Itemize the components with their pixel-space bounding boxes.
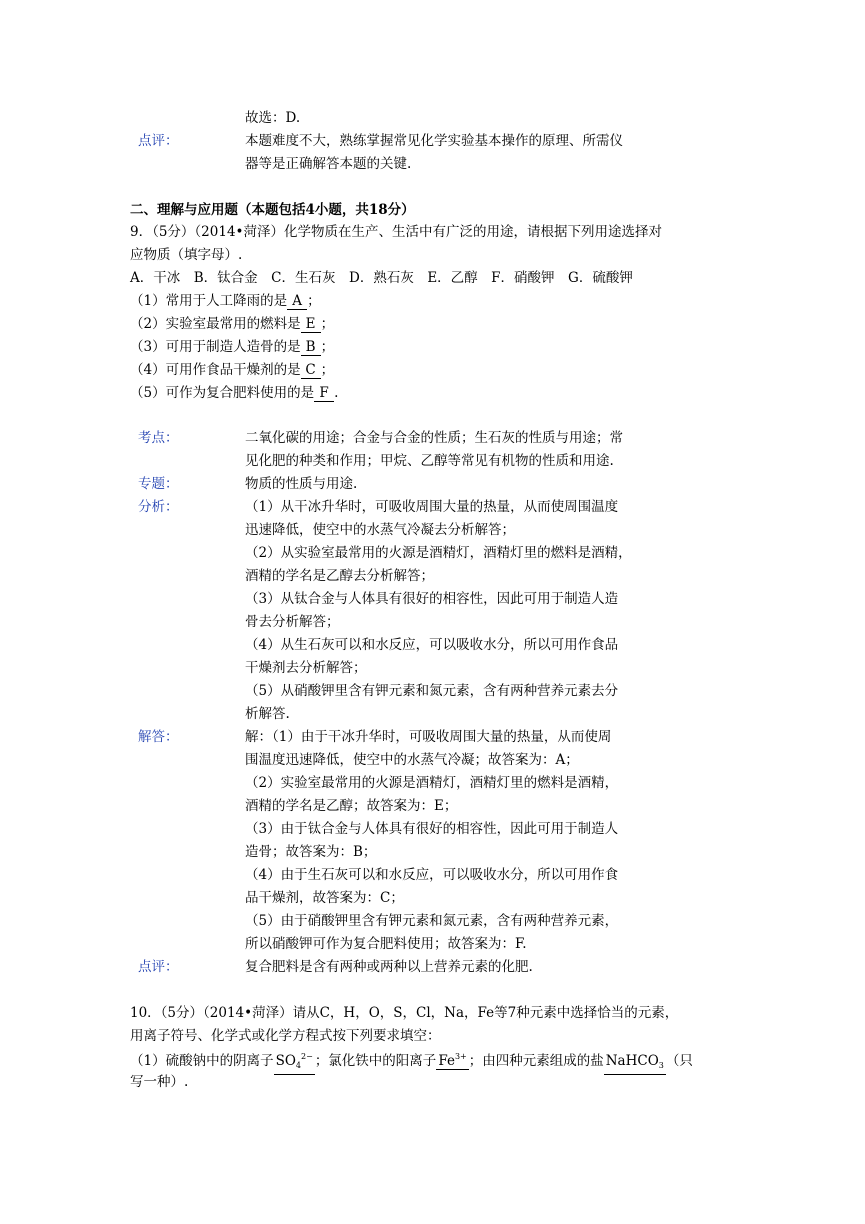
q9-sub-2-answer: E bbox=[301, 316, 321, 333]
q10-sub-1 bbox=[130, 1049, 693, 1075]
q9-sub-4-answer: C bbox=[301, 362, 321, 379]
q9-sub-5-punct: . bbox=[334, 385, 339, 401]
answer-salt-sub: 3 bbox=[658, 1061, 664, 1070]
fenxi-line-7: （4）从生石灰可以和水反应，可以吸收水分，所以可用作食品 bbox=[245, 637, 619, 653]
jieda-line-7: （4）由于生石灰可以和水反应，可以吸收水分，所以可用作食 bbox=[245, 867, 619, 883]
q9-sub-3-answer: B bbox=[301, 339, 321, 356]
fenxi-line-8: 干燥剂去分析解答； bbox=[245, 660, 367, 676]
fenxi-line-10: 析解答. bbox=[245, 706, 290, 722]
kaodian-line-1: 二氧化碳的用途；合金与合金的性质；生石灰的性质与用途；常 bbox=[245, 430, 623, 446]
dianping-label: 点评： bbox=[138, 959, 179, 975]
q9-sub-3-punct: ； bbox=[320, 339, 335, 355]
q9-sub-3-text: （3）可用于制造人造骨的是 bbox=[130, 339, 301, 355]
q10-sub-1-text-c: ；由四种元素组成的盐 bbox=[468, 1053, 604, 1069]
q9-options: A．干冰 B．钛合金 C．生石灰 D．熟石灰 E．乙醇 F．硝酸钾 G．硫酸钾 bbox=[130, 270, 633, 286]
answer-ferric-symbol: Fe bbox=[438, 1053, 455, 1069]
q9-sub-1-punct: ； bbox=[307, 293, 321, 309]
q10-sub-1-text-b: ；氯化铁中的阳离子 bbox=[314, 1053, 437, 1069]
q9-sub-2 bbox=[130, 314, 334, 334]
q9-sub-4 bbox=[130, 360, 334, 380]
q9-sub-1 bbox=[130, 291, 321, 311]
section-title: 二、理解与应用题（本题包括4小题，共18分） bbox=[130, 202, 415, 218]
q10-answer-sulfate bbox=[274, 1049, 315, 1075]
q9-sub-3 bbox=[130, 337, 334, 357]
q10-sub-1-end: 写一种）. bbox=[130, 1074, 189, 1090]
q9-stem-line-1: 9．（5分）（2014•菏泽）化学物质在生产、生活中有广泛的用途，请根据下列用途选择对 bbox=[130, 224, 662, 240]
jieda-line-10: 所以硝酸钾可作为复合肥料使用；故答案为：F. bbox=[245, 936, 527, 952]
q10-stem-line-1: 10．（5分）（2014•菏泽）请从C，H，O，S，Cl，Na，Fe等7种元素中选择恰当的元素， bbox=[130, 1005, 679, 1021]
jieda-line-9: （5）由于硝酸钾里含有钾元素和氮元素，含有两种营养元素， bbox=[245, 913, 619, 929]
fenxi-line-9: （5）从硝酸钾里含有钾元素和氮元素，含有两种营养元素去分 bbox=[245, 683, 619, 699]
fenxi-line-6: 骨去分析解答； bbox=[245, 614, 340, 630]
zhuanti-text: 物质的性质与用途. bbox=[245, 476, 358, 492]
answer-sulfate-charge: 2− bbox=[301, 1052, 313, 1061]
q10-sub-1-text-d: （只 bbox=[665, 1053, 693, 1069]
fenxi-line-5: （3）从钛合金与人体具有很好的相容性，因此可用于制造人造 bbox=[245, 591, 619, 607]
fenxi-line-3: （2）从实验室最常用的火源是酒精灯，酒精灯里的燃料是酒精， bbox=[245, 545, 632, 561]
q9-stem-line-2: 应物质（填字母）. bbox=[130, 247, 243, 263]
answer-salt-formula: NaHCO bbox=[605, 1053, 659, 1069]
q9-sub-5-text: （5）可作为复合肥料使用的是 bbox=[130, 385, 315, 401]
jieda-line-4: 酒精的学名是乙醇；故答案为：E； bbox=[245, 798, 458, 814]
q10-sub-1-text-a: （1）硫酸钠中的阴离子 bbox=[130, 1053, 274, 1069]
q10-answer-salt bbox=[604, 1053, 666, 1075]
kaodian-label: 考点： bbox=[138, 430, 179, 446]
fenxi-line-1: （1）从干冰升华时，可吸收周围大量的热量，从而使周围温度 bbox=[245, 499, 619, 515]
q10-answer-ferric bbox=[436, 1049, 468, 1070]
q9-sub-1-answer: A bbox=[287, 293, 307, 310]
jieda-line-2: 围温度迅速降低，使空中的水蒸气冷凝；故答案为：A； bbox=[245, 752, 579, 768]
dianping-text: 复合肥料是含有两种或两种以上营养元素的化肥. bbox=[245, 959, 533, 975]
q9-sub-1-text: （1）常用于人工降雨的是 bbox=[130, 293, 288, 309]
jieda-line-6: 造骨；故答案为：B； bbox=[245, 844, 377, 860]
answer-sulfate-symbol: SO bbox=[275, 1053, 296, 1069]
fenxi-line-4: 酒精的学名是乙醇去分析解答； bbox=[245, 568, 434, 584]
q10-stem-line-2: 用离子符号、化学式或化学方程式按下列要求填空： bbox=[130, 1028, 441, 1044]
comment-line-2: 器等是正确解答本题的关键. bbox=[245, 156, 412, 172]
jieda-line-3: （2）实验室最常用的火源是酒精灯，酒精灯里的燃料是酒精， bbox=[245, 775, 619, 791]
jieda-line-5: （3）由于钛合金与人体具有很好的相容性，因此可用于制造人 bbox=[245, 821, 619, 837]
q9-sub-5 bbox=[130, 383, 338, 403]
q9-sub-2-text: （2）实验室最常用的燃料是 bbox=[130, 316, 301, 332]
jieda-line-1: 解：（1）由于干冰升华时，可吸收周围大量的热量，从而使周 bbox=[245, 729, 612, 745]
q9-sub-2-punct: ； bbox=[320, 316, 335, 332]
answer-sulfate-sub: 4 bbox=[295, 1061, 302, 1070]
jieda-line-8: 品干燥剂，故答案为：C； bbox=[245, 890, 404, 906]
jieda-label: 解答： bbox=[138, 729, 179, 745]
answer-ferric-charge: 3+ bbox=[454, 1052, 467, 1061]
answer-line: 故选：D. bbox=[245, 110, 301, 126]
zhuanti-label: 专题： bbox=[138, 476, 179, 492]
comment-label: 点评： bbox=[138, 133, 179, 149]
fenxi-label: 分析： bbox=[138, 499, 179, 515]
q9-sub-4-text: （4）可用作食品干燥剂的是 bbox=[130, 362, 301, 378]
q9-sub-4-punct: ； bbox=[320, 362, 335, 378]
kaodian-line-2: 见化肥的种类和作用；甲烷、乙醇等常见有机物的性质和用途. bbox=[245, 453, 614, 469]
q9-sub-5-answer: F bbox=[314, 385, 334, 402]
comment-line-1: 本题难度不大，熟练掌握常见化学实验基本操作的原理、所需仪 bbox=[245, 133, 623, 149]
fenxi-line-2: 迅速降低，使空中的水蒸气冷凝去分析解答； bbox=[245, 522, 515, 538]
